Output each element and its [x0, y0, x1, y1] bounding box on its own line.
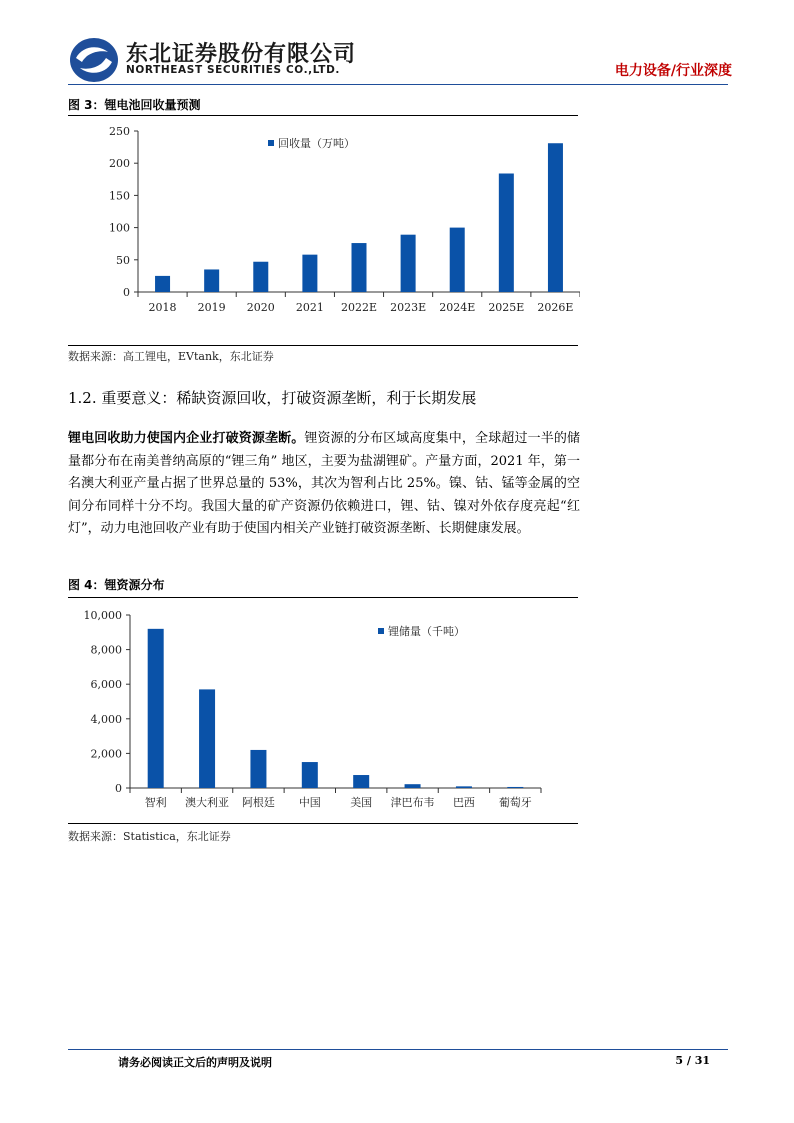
fig4-bar	[199, 689, 215, 788]
fig4-ytick-label: 6,000	[90, 678, 122, 692]
fig4-bar	[250, 750, 266, 788]
company-logo	[68, 36, 120, 84]
paragraph-body: 锂资源的分布区域高度集中，全球超过一半的储量都分布在南美普纳高原的“锂三角” 地区，主要为盐湖锂矿。产量方面，2021 年，第一名澳大利亚产量占据了世界总量的 53%，其次为智利占比 25%。镍、钴、锰等金属的空间分布同样十分不均。我国大量的矿产资源仍依赖进口，锂、钴、镍对外依存度亮起“红灯”，动力电池回收产业有助于使国内相关产业链打破资源垄断、长期健康发展。	[68, 431, 580, 536]
fig3-ytick-label: 50	[116, 253, 130, 267]
fig4-bar	[353, 775, 369, 788]
fig4-legend-label: 锂储量（千吨）	[388, 625, 465, 638]
fig3-xtick-label: 2023E	[390, 301, 427, 314]
footer-divider	[68, 1049, 728, 1050]
paragraph-lead: 锂电回收助力使国内企业打破资源垄断。	[68, 431, 305, 446]
fig4-ytick-label: 2,000	[90, 747, 122, 761]
fig3-bar	[548, 143, 563, 292]
header-divider	[68, 84, 728, 85]
fig4-xtick-label: 津巴布韦	[390, 796, 435, 809]
footer-disclaimer: 请务必阅读正文后的声明及说明	[118, 1056, 272, 1069]
figure3-source: 数据来源：高工锂电，EVtank，东北证券	[68, 350, 274, 363]
fig4-ytick-label: 0	[115, 782, 122, 795]
figure4-title: 图 4：锂资源分布	[68, 578, 165, 592]
fig4-bar	[148, 629, 164, 788]
figure4-source: 数据来源：Statistica，东北证券	[68, 830, 231, 843]
figure3-title: 图 3：锂电池回收量预测	[68, 98, 201, 112]
fig4-xtick-label: 葡萄牙	[498, 796, 532, 809]
fig4-xtick-label: 澳大利亚	[185, 796, 230, 809]
fig4-bar	[507, 787, 523, 788]
fig3-bar	[155, 276, 170, 292]
fig3-bar	[253, 262, 268, 292]
fig4-xtick-label: 智利	[144, 796, 167, 809]
fig3-xtick-label: 2018	[148, 301, 177, 314]
fig3-ytick-label: 100	[109, 221, 130, 235]
fig3-xtick-label: 2026E	[537, 301, 574, 314]
figure4-bottom-rule	[68, 823, 578, 824]
fig4-bar	[456, 786, 472, 788]
section-heading: 1.2. 重要意义：稀缺资源回收，打破资源垄断，利于长期发展	[68, 389, 477, 407]
figure4-top-rule	[68, 597, 578, 598]
fig4-legend-swatch	[378, 628, 384, 634]
figure3-chart	[68, 118, 580, 346]
fig4-ytick-label: 10,000	[83, 609, 122, 622]
fig3-xtick-label: 2021	[295, 301, 324, 314]
fig4-bar	[405, 784, 421, 788]
fig3-bar	[352, 243, 367, 292]
page-number: 5 / 31	[675, 1054, 710, 1067]
fig3-xtick-label: 2019	[197, 301, 226, 314]
fig4-ytick-label: 8,000	[90, 643, 122, 657]
fig3-xtick-label: 2020	[246, 301, 275, 314]
figure3-bottom-rule	[68, 345, 578, 346]
figure3-top-rule	[68, 115, 578, 116]
report-section-tag: 电力设备/行业深度	[614, 63, 732, 79]
fig3-xtick-label: 2022E	[340, 301, 378, 314]
figure4-chart	[68, 600, 580, 822]
company-name-en: NORTHEAST SECURITIES CO.,LTD.	[126, 64, 340, 76]
fig4-xtick-label: 美国	[350, 796, 373, 809]
fig3-bar	[204, 269, 219, 292]
company-name-cn: 东北证券股份有限公司	[126, 42, 357, 67]
fig3-legend-label: 回收量（万吨）	[278, 137, 355, 150]
fig3-bar	[499, 174, 514, 292]
fig3-ytick-label: 0	[123, 286, 130, 299]
fig4-xtick-label: 中国	[298, 796, 321, 809]
fig3-bar	[302, 255, 317, 292]
fig4-ytick-label: 4,000	[90, 712, 122, 726]
fig3-bar	[450, 228, 465, 292]
fig3-legend-swatch	[268, 140, 274, 146]
fig4-xtick-label: 巴西	[452, 796, 475, 809]
fig3-xtick-label: 2025E	[488, 301, 525, 314]
fig3-ytick-label: 150	[109, 189, 130, 203]
fig4-bar	[302, 762, 318, 788]
body-paragraph	[68, 428, 580, 541]
fig3-bar	[401, 235, 416, 292]
fig3-xtick-label: 2024E	[439, 301, 476, 314]
fig4-xtick-label: 阿根廷	[241, 796, 275, 809]
fig3-ytick-label: 250	[109, 125, 130, 138]
fig3-ytick-label: 200	[109, 157, 130, 171]
